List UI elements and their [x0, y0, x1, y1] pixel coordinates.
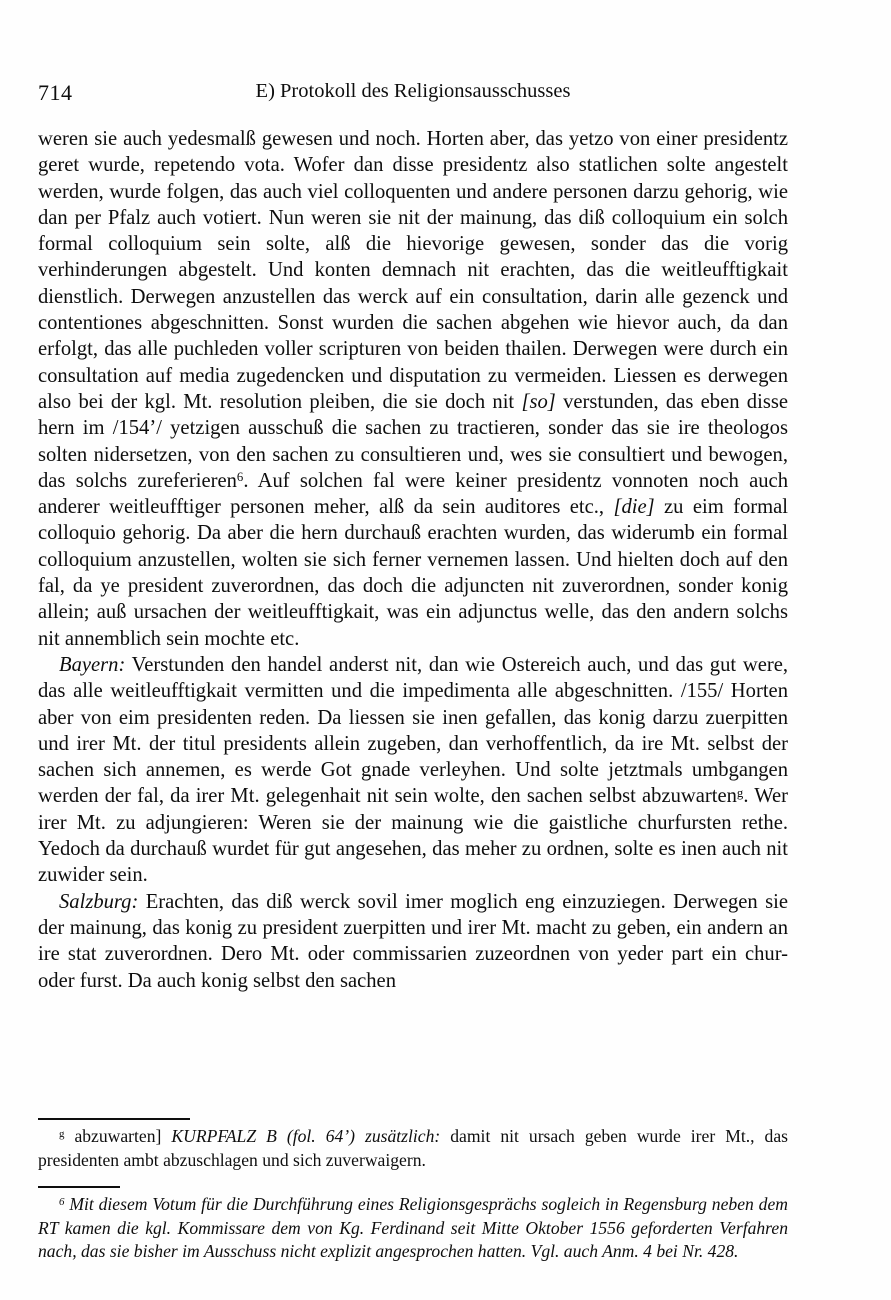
body-text-segment: Erachten, das diß werck sovil imer moglich eng einzuziegen. Derwegen sie der mainung, das konig zu president zuerpitten und irer Mt. macht zu geben, ein andern an ire stat zuverordnen. Dero Mt. oder commissarien zuzeordnen von yeder part ein chur- oder furst. Da auch konig selbst den sachen [38, 890, 788, 992]
body-text-segment: . Auf solchen fal were keiner presidentz vonnoten noch auch anderer weitleufftiger personen meher, alß da sein auditores etc., [38, 469, 788, 519]
speaker-label-bayern: Bayern: [59, 653, 126, 676]
body-text-segment: weren sie auch yedesmalß gewesen und noch. Horten aber, das yetzo von einer presidentz geret wurde, repetendo vota. Wofer dan disse presidentz also statlichen solte angestelt werden, wurde folgen, das auch viel colloquenten und andere personen darzu gehorig, wie dan per Pfalz auch votiert. Nun weren sie nit der mainung, das diß colloquium ein solch formal colloquium sein solte, alß die hievorige gewesen, sonder das die vorig verhinderungen abgestelt. Und konten demnach nit erachten, das die weitleufftigkait dienstlich. Derwegen anzustellen das werck auf ein consultation, darin alle gezenck und contentiones abgeschnitten. Sonst wurden die sachen abgehen wie hievor auch, da dan erfolgt, das alle puchleden voller scripturen von beiden thailen. Derwegen were durch ein consultation auf media zugedencken und disputation zu vermeiden. Liessen es derwegen also bei der kgl. Mt. resolution pleiben, die sie doch nit [38, 128, 788, 413]
paragraph-salzburg [38, 889, 788, 994]
footnote-separator-rule [38, 1118, 190, 1120]
editorial-bracket-so: [so] [521, 390, 556, 413]
paragraph-bayern [38, 652, 788, 889]
footnote-reference-g: g [736, 785, 744, 800]
running-header [38, 80, 788, 106]
apparatus-text: damit nit ursach geben wurde irer Mt., das presidenten ambt abzuschlagen und sich zuverwaigern. [38, 1126, 788, 1170]
page-number: 714 [38, 80, 73, 105]
footnote-separator-rule [38, 1186, 120, 1188]
footnote-commentary-6 [38, 1193, 788, 1264]
body-text-segment: verstunden, das eben disse hern im /154’/ yetzigen ausschuß die sachen zu tractieren, sonder das sie ire theologos solten nidersetzen, von den sachen zu consultieren und, wes sie consultiert und bewogen, das solchs zureferieren [38, 390, 788, 492]
footnote-area [38, 1118, 788, 1264]
commentary-text: Mit diesem Votum für die Durchführung eines Religionsgesprächs sogleich in Regensburg neben dem RT kamen die kgl. Kommissare dem von Kg. Ferdinand seit Mitte Oktober 1556 geforderten Verfahren nach, das sie bisher im Ausschuss nicht explizit angesprochen hatten. Vgl. auch Anm. 4 bei Nr. 428. [38, 1194, 788, 1262]
footnote-reference-6: 6 [236, 470, 244, 485]
footnote-apparatus-g [38, 1125, 788, 1172]
body-text-segment: Verstunden den handel anderst nit, dan wie Ostereich auch, und das gut were, das alle weitleufftigkait vermitten und die impedimenta alle abgeschnitten. /155/ Horten aber von eim presidenten reden. Da liessen sie inen gefallen, das konig darzu zuerpitten und irer Mt. der titul presidents allein zugeben, dan verhoffentlich, da ire Mt. selbst der sachen sich annemen, es werde Got gnade verleyhen. Und solte jetztmals umbgangen werden der fal, da irer Mt. gelegenhait nit sein wolte, den sachen selbst abzuwarten [38, 653, 788, 808]
paragraph-continuation [38, 126, 788, 652]
body-text-segment: zu eim formal colloquio gehorig. Da aber die hern durchauß erachten wurden, das widerumb ein formal colloquium anzustellen, wolten sie sich ferner vernemen lassen. Und hielten doch auf den fal, da ye president zuverordnen, das doch die adjuncten nit zuverordnen, sonder konig allein; auß ursachen der weitleufftigkait, was ein adjunctus welle, das den andern solchs nit annemblich sein mochte etc. [38, 496, 788, 650]
apparatus-lemma: abzuwarten] [74, 1126, 172, 1146]
running-header-title: E) Protokoll des Religionsausschusses [255, 80, 571, 102]
apparatus-source: KURPFALZ B (fol. 64’) zusätzlich: [171, 1126, 441, 1146]
footnote-marker-6: 6 [59, 1196, 65, 1209]
main-text-block [38, 126, 788, 994]
body-text-segment: . Wer irer Mt. zu adjungieren: Weren sie der mainung wie die gaistliche churfursten rethe. Yedoch da durchauß wurdet für gut angesehen, das meher zu ordnen, solte es inen auch nit zuwider sein. [38, 785, 789, 887]
footnote-marker-g: g [59, 1128, 65, 1141]
editorial-bracket-die: [die] [613, 496, 655, 519]
speaker-label-salzburg: Salzburg: [59, 890, 139, 913]
